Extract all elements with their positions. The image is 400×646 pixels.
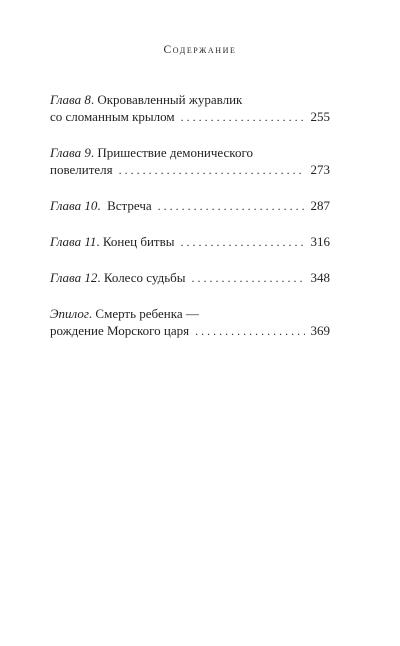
- page-number: 255: [310, 109, 330, 124]
- toc-entry-first-line: [50, 305, 330, 322]
- toc-entry-epilogue[interactable]: [50, 305, 330, 340]
- chapter-title-continued: повелителя: [50, 162, 113, 177]
- toc-entry-last-line: [50, 322, 330, 340]
- dot-leader: [158, 198, 305, 215]
- toc-entry-chapter-8[interactable]: [50, 91, 330, 126]
- chapter-title: Колесо судьбы: [103, 270, 186, 285]
- table-of-contents: [50, 91, 330, 358]
- chapter-title: Конец битвы: [102, 234, 175, 249]
- chapter-label: Эпилог: [50, 306, 89, 321]
- chapter-label: Глава 10: [50, 198, 98, 213]
- toc-entry-last-line: [50, 108, 330, 126]
- page-number: 348: [310, 270, 330, 285]
- chapter-title-continued: со сломанным крылом: [50, 109, 175, 124]
- page-number: 369: [310, 323, 330, 338]
- page-number: 273: [310, 162, 330, 177]
- chapter-separator: .: [96, 234, 103, 249]
- toc-entry-chapter-12[interactable]: [50, 269, 330, 287]
- toc-entry-last-line: [50, 161, 330, 179]
- toc-entry-chapter-10[interactable]: [50, 197, 330, 215]
- toc-entry-line: [50, 233, 330, 251]
- chapter-title: Окровавленный журавлик: [97, 92, 243, 107]
- chapter-title: Пришествие демонического: [97, 145, 253, 160]
- chapter-separator: .: [97, 270, 104, 285]
- dot-leader: [195, 323, 304, 340]
- chapter-label: Глава 12: [50, 270, 98, 285]
- page-number: 316: [310, 234, 330, 249]
- dot-leader: [191, 270, 304, 287]
- toc-entry-first-line: [50, 144, 330, 161]
- toc-entry-line: [50, 197, 330, 215]
- toc-entry-chapter-9[interactable]: [50, 144, 330, 179]
- chapter-label: Глава 8: [50, 92, 91, 107]
- dot-leader: [181, 109, 305, 126]
- toc-entry-chapter-11[interactable]: [50, 233, 330, 251]
- chapter-label: Глава 9: [50, 145, 91, 160]
- chapter-label: Глава 11: [50, 234, 97, 249]
- toc-entry-first-line: [50, 91, 330, 108]
- dot-leader: [180, 234, 304, 251]
- chapter-separator: .: [88, 306, 96, 321]
- chapter-separator: .: [97, 198, 108, 213]
- page-title: Содержание: [163, 44, 237, 56]
- chapter-separator: .: [90, 92, 98, 107]
- toc-entry-line: [50, 269, 330, 287]
- chapter-separator: .: [90, 145, 98, 160]
- page-number: 287: [310, 198, 330, 213]
- chapter-title: Встреча: [107, 198, 152, 213]
- dot-leader: [119, 162, 305, 179]
- chapter-title: Смерть ребенка —: [95, 306, 199, 321]
- chapter-title-continued: рождение Морского царя: [50, 323, 190, 338]
